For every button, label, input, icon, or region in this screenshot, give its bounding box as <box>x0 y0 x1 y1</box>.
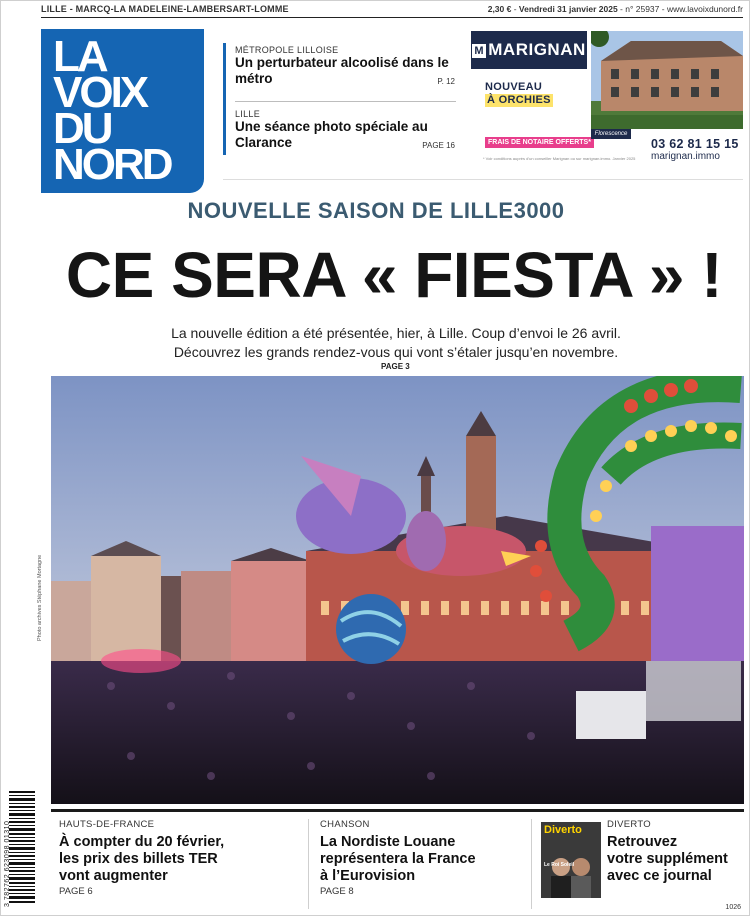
bottom-story-louane[interactable] <box>320 819 520 897</box>
ad-mention: * Voir conditions auprès d'un conseiller Marignan ou sur marignan.immo. Janvier 2025 <box>483 156 636 161</box>
ad-phone[interactable]: 03 62 81 15 15 <box>651 137 739 151</box>
ad-nouveau <box>485 81 553 107</box>
story-kicker: DIVERTO <box>607 819 651 830</box>
photo-credit: Photo archives Stéphane Mortagne <box>37 554 43 641</box>
teaser-title: Une séance photo spéciale au Clarance <box>235 119 428 150</box>
issue-info: 2,30 € - Vendredi 31 janvier 2025 - n° 25937 - www.lavoixdunord.fr <box>487 4 743 14</box>
story-title-line: À compter du 20 février, <box>59 834 225 850</box>
teaser-divider <box>235 101 456 102</box>
ad-building-photo <box>591 31 743 129</box>
lille-grand-place-photo[interactable] <box>51 376 744 804</box>
edition-label: LILLE - MARCQ-LA MADELEINE-LAMBERSART-LOMME <box>41 4 289 14</box>
story-title-line: avec ce journal <box>607 868 712 884</box>
header-rule <box>223 179 743 180</box>
magazine-title: Diverto <box>544 824 582 836</box>
diverto-cover[interactable] <box>541 822 601 898</box>
teaser-page: P. 12 <box>437 77 455 86</box>
story-title-line: à l’Eurovision <box>320 868 416 884</box>
ad-line2: À ORCHIES <box>487 94 551 106</box>
ad-brand-text: MARIGNAN <box>488 40 586 59</box>
teaser-kicker: LILLE <box>235 109 261 119</box>
logo-line-2: VOIX <box>53 68 147 117</box>
ad-tagline: Florescence <box>591 129 631 139</box>
chapo-line-2: Découvrez les grands rendez-vous qui vont s’étaler jusqu’en novembre. <box>173 344 619 360</box>
story-title <box>59 834 299 885</box>
teaser-kicker: MÉTROPOLE LILLOISE <box>235 45 339 55</box>
price: 2,30 € <box>487 4 512 14</box>
column-divider <box>308 819 309 909</box>
top-teasers <box>223 43 453 155</box>
marignan-ad[interactable] <box>471 31 743 169</box>
date: Vendredi 31 janvier 2025 <box>518 4 618 14</box>
main-kicker: NOUVELLE SAISON DE LILLE3000 <box>187 198 565 223</box>
ad-line1: NOUVEAU <box>485 81 543 93</box>
teaser-metro[interactable] <box>235 45 455 87</box>
logo-line-4: NORD <box>53 140 171 189</box>
story-page: PAGE 6 <box>59 886 93 897</box>
masthead-logo[interactable] <box>41 29 204 193</box>
story-title-line: représentera la France <box>320 851 476 867</box>
story-title-line: vont augmenter <box>59 868 168 884</box>
story-kicker: CHANSON <box>320 819 370 830</box>
logo-line-3: DU <box>53 104 111 153</box>
bottom-story-diverto[interactable] <box>607 819 747 885</box>
bottom-rule <box>51 809 744 812</box>
barcode <box>7 789 37 909</box>
ad-frais-badge: FRAIS DE NOTAIRE OFFERTS* <box>485 137 594 148</box>
main-headline[interactable]: CE SERA « FIESTA » ! <box>65 239 723 311</box>
barcode-number: 3 782762 623098 01310 <box>4 820 11 907</box>
top-strip <box>41 4 743 17</box>
bottom-story-ter[interactable] <box>59 819 299 897</box>
column-divider <box>531 819 532 909</box>
website-link[interactable]: www.lavoixdunord.fr <box>666 4 743 14</box>
ad-brand: M MARIGNAN <box>471 31 587 69</box>
story-page: PAGE 8 <box>320 886 354 897</box>
story-title-line: les prix des billets TER <box>59 851 218 867</box>
story-title-line: La Nordiste Louane <box>320 834 456 850</box>
story-title-line: Retrouvez <box>607 834 678 850</box>
chapo-line-1: La nouvelle édition a été présentée, hier, à Lille. Coup d’envoi le 26 avril. <box>171 325 621 341</box>
main-chapo <box>1 324 750 362</box>
ad-website[interactable]: marignan.immo <box>651 151 720 162</box>
teaser-title: Un perturbateur alcoolisé dans le métro <box>235 55 449 86</box>
logo-line-1: LA <box>53 32 106 81</box>
teaser-clarance[interactable] <box>235 109 455 151</box>
magazine-subtitle: Le Roi Soleil <box>544 862 575 868</box>
main-page-ref: PAGE 3 <box>381 362 410 371</box>
story-kicker: HAUTS-DE-FRANCE <box>59 819 155 830</box>
story-title <box>607 834 747 885</box>
footer-code: 1026 <box>725 904 741 911</box>
story-title-line: votre supplément <box>607 851 728 867</box>
story-title <box>320 834 520 885</box>
teaser-page: PAGE 16 <box>422 141 455 150</box>
top-rule <box>41 17 743 18</box>
issue-number: n° 25937 <box>625 4 660 14</box>
